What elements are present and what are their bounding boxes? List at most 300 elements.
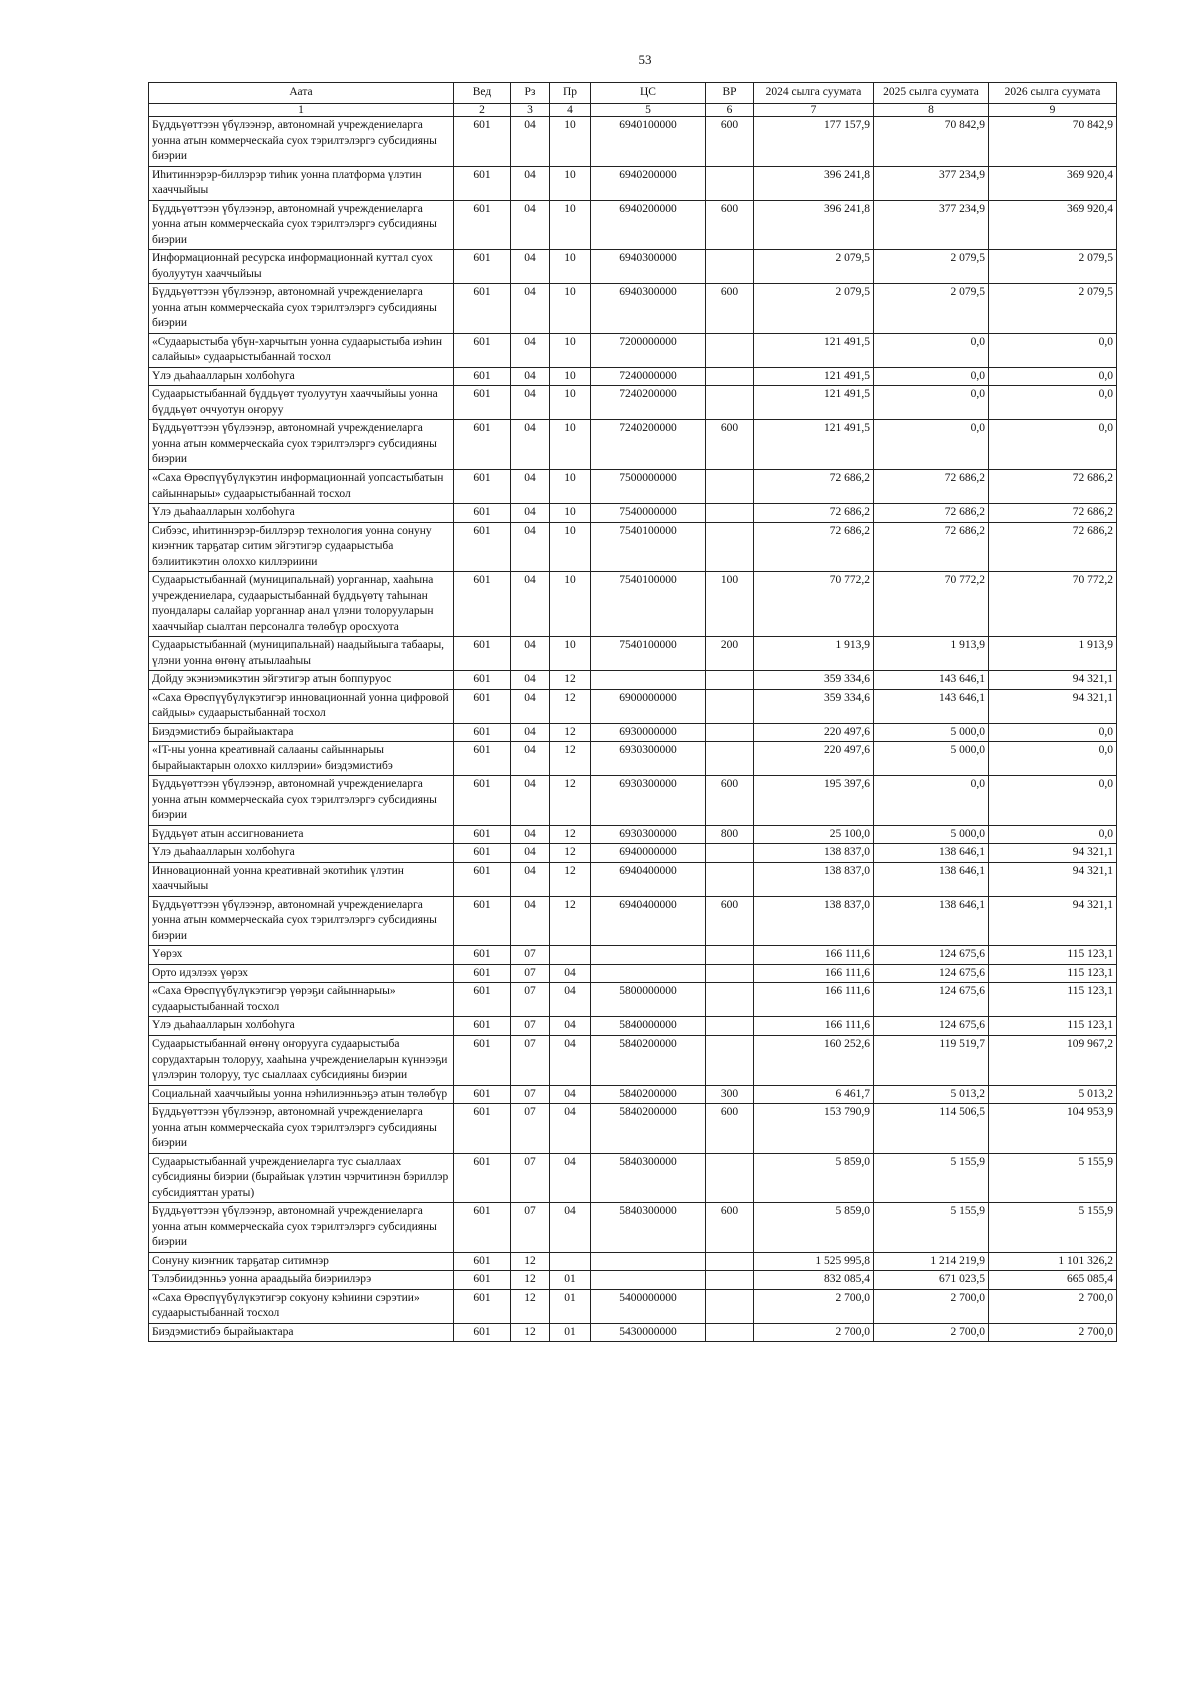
header-cell: Пр xyxy=(550,83,591,104)
row-name: Судаарыстыбаннай учреждениеларга тус сыаллаах субсидияны биэрии (бырайыак үлэтин чэрчитинэн бэриллэр субсидияттан ураты) xyxy=(149,1153,454,1203)
header-cell: Аата xyxy=(149,83,454,104)
vr-code: 100 xyxy=(706,572,754,637)
header-cell: 2025 сылга суумата xyxy=(874,83,989,104)
vr-code xyxy=(706,469,754,503)
cs-code: 6940400000 xyxy=(591,896,706,946)
rz-code: 07 xyxy=(511,983,550,1017)
row-name: Судаарыстыбаннай (муниципальнай) наадыйыыга табаары, үлэни уонна өҥөнү атыылааһыы xyxy=(149,637,454,671)
vr-code xyxy=(706,333,754,367)
table-row xyxy=(149,200,1117,250)
table-row xyxy=(149,844,1117,863)
rz-code: 04 xyxy=(511,284,550,334)
vr-code xyxy=(706,742,754,776)
rz-code: 04 xyxy=(511,637,550,671)
amount-2026: 0,0 xyxy=(989,723,1117,742)
pr-code: 10 xyxy=(550,572,591,637)
vr-code xyxy=(706,522,754,572)
pr-code: 10 xyxy=(550,284,591,334)
row-name: Бүддьүөттээн үбүлээнэр, автономнай учреждениеларга уонна атын коммерческайа суох тэрилтэлэргэ субсидияны биэрии xyxy=(149,1203,454,1253)
header-cell: Рз xyxy=(511,83,550,104)
vr-code xyxy=(706,367,754,386)
amount-2026: 115 123,1 xyxy=(989,946,1117,965)
row-name: Судаарыстыбаннай (муниципальнай) уорганнар, хааһына учреждениелара, судаарыстыбаннай бүддьүөтү таһынан пуондалары салайар уорганнар анал үлэни толорууларын хааччыйар сыалтан персоналга төлөбүр оросхуота xyxy=(149,572,454,637)
table-row xyxy=(149,504,1117,523)
table-row xyxy=(149,117,1117,167)
row-name: Бүддьүөттээн үбүлээнэр, автономнай учреждениеларга уонна атын коммерческайа суох тэрилтэлэргэ субсидияны биэрии xyxy=(149,896,454,946)
column-number: 8 xyxy=(874,103,989,117)
amount-2024: 160 252,6 xyxy=(754,1036,874,1086)
ved-code: 601 xyxy=(454,671,511,690)
rz-code: 04 xyxy=(511,776,550,826)
amount-2026: 369 920,4 xyxy=(989,200,1117,250)
amount-2026: 72 686,2 xyxy=(989,522,1117,572)
pr-code: 10 xyxy=(550,367,591,386)
row-name: Бүддьүөт атын ассигнованиета xyxy=(149,825,454,844)
vr-code xyxy=(706,844,754,863)
ved-code: 601 xyxy=(454,964,511,983)
cs-code xyxy=(591,1271,706,1290)
amount-2024: 1 913,9 xyxy=(754,637,874,671)
pr-code: 01 xyxy=(550,1323,591,1342)
rz-code: 04 xyxy=(511,333,550,367)
amount-2026: 115 123,1 xyxy=(989,1017,1117,1036)
amount-2026: 0,0 xyxy=(989,825,1117,844)
rz-code: 04 xyxy=(511,723,550,742)
vr-code: 300 xyxy=(706,1085,754,1104)
cs-code: 5840000000 xyxy=(591,1017,706,1036)
vr-code xyxy=(706,1289,754,1323)
rz-code: 07 xyxy=(511,1036,550,1086)
column-number: 7 xyxy=(754,103,874,117)
table-row xyxy=(149,862,1117,896)
ved-code: 601 xyxy=(454,983,511,1017)
amount-2025: 0,0 xyxy=(874,333,989,367)
amount-2025: 377 234,9 xyxy=(874,200,989,250)
rz-code: 04 xyxy=(511,572,550,637)
header-cell: Вед xyxy=(454,83,511,104)
cs-code: 6940200000 xyxy=(591,200,706,250)
header-row xyxy=(149,83,1117,104)
ved-code: 601 xyxy=(454,200,511,250)
pr-code: 10 xyxy=(550,117,591,167)
rz-code: 07 xyxy=(511,964,550,983)
cs-code: 6930300000 xyxy=(591,825,706,844)
rz-code: 04 xyxy=(511,200,550,250)
amount-2024: 195 397,6 xyxy=(754,776,874,826)
amount-2025: 1 913,9 xyxy=(874,637,989,671)
amount-2026: 70 772,2 xyxy=(989,572,1117,637)
amount-2026: 70 842,9 xyxy=(989,117,1117,167)
amount-2025: 5 000,0 xyxy=(874,742,989,776)
ved-code: 601 xyxy=(454,1017,511,1036)
amount-2025: 2 079,5 xyxy=(874,250,989,284)
pr-code: 12 xyxy=(550,844,591,863)
ved-code: 601 xyxy=(454,844,511,863)
cs-code: 6930300000 xyxy=(591,742,706,776)
rz-code: 07 xyxy=(511,1085,550,1104)
column-number: 3 xyxy=(511,103,550,117)
amount-2025: 114 506,5 xyxy=(874,1104,989,1154)
vr-code: 600 xyxy=(706,284,754,334)
cs-code xyxy=(591,946,706,965)
cs-code: 7240200000 xyxy=(591,386,706,420)
table-row xyxy=(149,469,1117,503)
row-name: «Саха Өрөспүүбүлүкэтигэр инновационнай уонна цифровой сайдыы» судаарыстыбаннай тосхол xyxy=(149,689,454,723)
pr-code: 10 xyxy=(550,504,591,523)
row-name: Бүддьүөттээн үбүлээнэр, автономнай учреждениеларга уонна атын коммерческайа суох тэрилтэлэргэ субсидияны биэрии xyxy=(149,776,454,826)
amount-2026: 0,0 xyxy=(989,776,1117,826)
column-number-row xyxy=(149,103,1117,117)
amount-2024: 121 491,5 xyxy=(754,333,874,367)
vr-code xyxy=(706,689,754,723)
table-row xyxy=(149,983,1117,1017)
amount-2024: 138 837,0 xyxy=(754,896,874,946)
amount-2026: 0,0 xyxy=(989,333,1117,367)
pr-code: 10 xyxy=(550,420,591,470)
amount-2026: 2 700,0 xyxy=(989,1289,1117,1323)
cs-code: 5430000000 xyxy=(591,1323,706,1342)
header-cell: ЦС xyxy=(591,83,706,104)
ved-code: 601 xyxy=(454,572,511,637)
table-row xyxy=(149,825,1117,844)
column-number: 2 xyxy=(454,103,511,117)
pr-code: 12 xyxy=(550,689,591,723)
rz-code: 04 xyxy=(511,689,550,723)
row-name: Бүддьүөттээн үбүлээнэр, автономнай учреждениеларга уонна атын коммерческайа суох тэрилтэлэргэ субсидияны биэрии xyxy=(149,1104,454,1154)
row-name: «Саха Өрөспүүбүлүкэтин информационнай уопсастыбатын сайыннарыы» судаарыстыбаннай тосхол xyxy=(149,469,454,503)
rz-code: 04 xyxy=(511,896,550,946)
amount-2025: 70 772,2 xyxy=(874,572,989,637)
column-number: 6 xyxy=(706,103,754,117)
table-row xyxy=(149,1252,1117,1271)
amount-2024: 166 111,6 xyxy=(754,1017,874,1036)
ved-code: 601 xyxy=(454,862,511,896)
cs-code: 6940300000 xyxy=(591,250,706,284)
amount-2024: 72 686,2 xyxy=(754,504,874,523)
pr-code: 04 xyxy=(550,983,591,1017)
row-name: Судаарыстыбаннай өҥөнү оҥорууга судаарыстыба сорудахтарын толоруу, хааһына учреждениеларын күннээҕи үлэлэрин толоруу, тус сыаллаах субсидияны биэрии xyxy=(149,1036,454,1086)
cs-code xyxy=(591,671,706,690)
vr-code: 200 xyxy=(706,637,754,671)
amount-2026: 94 321,1 xyxy=(989,896,1117,946)
amount-2025: 5 000,0 xyxy=(874,723,989,742)
cs-code: 7540100000 xyxy=(591,572,706,637)
amount-2026: 115 123,1 xyxy=(989,964,1117,983)
ved-code: 601 xyxy=(454,522,511,572)
table-row xyxy=(149,333,1117,367)
row-name: Информационнай ресурска информационнай куттал суох буолуутун хааччыйыы xyxy=(149,250,454,284)
table-row xyxy=(149,572,1117,637)
amount-2025: 138 646,1 xyxy=(874,896,989,946)
amount-2026: 0,0 xyxy=(989,367,1117,386)
row-name: Үлэ дьаһаалларын холбоһуга xyxy=(149,1017,454,1036)
pr-code: 04 xyxy=(550,1017,591,1036)
ved-code: 601 xyxy=(454,1153,511,1203)
column-number: 9 xyxy=(989,103,1117,117)
cs-code: 6930300000 xyxy=(591,776,706,826)
ved-code: 601 xyxy=(454,1289,511,1323)
amount-2025: 124 675,6 xyxy=(874,964,989,983)
rz-code: 04 xyxy=(511,250,550,284)
amount-2025: 2 079,5 xyxy=(874,284,989,334)
row-name: «IT-ны уонна креативнай салааны сайыннарыы бырайыактарын олоххо киллэрии» биэдэмистибэ xyxy=(149,742,454,776)
rz-code: 04 xyxy=(511,117,550,167)
ved-code: 601 xyxy=(454,946,511,965)
amount-2025: 72 686,2 xyxy=(874,469,989,503)
pr-code: 10 xyxy=(550,200,591,250)
amount-2024: 5 859,0 xyxy=(754,1153,874,1203)
table-row xyxy=(149,166,1117,200)
header-cell: 2026 сылга суумата xyxy=(989,83,1117,104)
pr-code: 10 xyxy=(550,637,591,671)
ved-code: 601 xyxy=(454,776,511,826)
cs-code: 6900000000 xyxy=(591,689,706,723)
rz-code: 04 xyxy=(511,825,550,844)
vr-code xyxy=(706,386,754,420)
ved-code: 601 xyxy=(454,689,511,723)
amount-2024: 359 334,6 xyxy=(754,689,874,723)
cs-code: 5840200000 xyxy=(591,1036,706,1086)
amount-2026: 94 321,1 xyxy=(989,671,1117,690)
amount-2026: 2 079,5 xyxy=(989,250,1117,284)
rz-code: 04 xyxy=(511,671,550,690)
cs-code: 6930000000 xyxy=(591,723,706,742)
rz-code: 07 xyxy=(511,1153,550,1203)
row-name: «Саха Өрөспүүбүлүкэтигэр үөрэҕи сайыннарыы» судаарыстыбаннай тосхол xyxy=(149,983,454,1017)
amount-2025: 0,0 xyxy=(874,367,989,386)
amount-2025: 671 023,5 xyxy=(874,1271,989,1290)
pr-code xyxy=(550,946,591,965)
rz-code: 07 xyxy=(511,946,550,965)
table-row xyxy=(149,420,1117,470)
amount-2024: 220 497,6 xyxy=(754,742,874,776)
table-row xyxy=(149,671,1117,690)
row-name: Дойду экэниэмикэтин эйгэтигэр атын боппуруос xyxy=(149,671,454,690)
amount-2024: 177 157,9 xyxy=(754,117,874,167)
pr-code: 10 xyxy=(550,522,591,572)
pr-code: 12 xyxy=(550,776,591,826)
vr-code: 600 xyxy=(706,200,754,250)
amount-2025: 0,0 xyxy=(874,386,989,420)
ved-code: 601 xyxy=(454,637,511,671)
pr-code: 10 xyxy=(550,469,591,503)
pr-code: 12 xyxy=(550,862,591,896)
rz-code: 04 xyxy=(511,522,550,572)
row-name: Биэдэмистибэ бырайыактара xyxy=(149,1323,454,1342)
vr-code xyxy=(706,946,754,965)
row-name: Судаарыстыбаннай бүддьүөт туолуутун хааччыйыы уонна бүддьүөт оччуотун оҥоруу xyxy=(149,386,454,420)
cs-code: 7240000000 xyxy=(591,367,706,386)
ved-code: 601 xyxy=(454,896,511,946)
table-row xyxy=(149,367,1117,386)
ved-code: 601 xyxy=(454,723,511,742)
vr-code: 800 xyxy=(706,825,754,844)
amount-2024: 166 111,6 xyxy=(754,964,874,983)
amount-2025: 0,0 xyxy=(874,776,989,826)
amount-2026: 109 967,2 xyxy=(989,1036,1117,1086)
rz-code: 04 xyxy=(511,166,550,200)
rz-code: 04 xyxy=(511,742,550,776)
amount-2024: 832 085,4 xyxy=(754,1271,874,1290)
cs-code: 6940100000 xyxy=(591,117,706,167)
row-name: «Судаарыстыба үбүн-харчытын уонна судаарыстыба иэһин салайыы» судаарыстыбаннай тосхол xyxy=(149,333,454,367)
ved-code: 601 xyxy=(454,250,511,284)
cs-code: 6940200000 xyxy=(591,166,706,200)
vr-code xyxy=(706,862,754,896)
row-name: Үлэ дьаһаалларын холбоһуга xyxy=(149,367,454,386)
amount-2025: 143 646,1 xyxy=(874,689,989,723)
vr-code: 600 xyxy=(706,1203,754,1253)
ved-code: 601 xyxy=(454,469,511,503)
amount-2026: 1 101 326,2 xyxy=(989,1252,1117,1271)
table-row xyxy=(149,1203,1117,1253)
amount-2025: 2 700,0 xyxy=(874,1323,989,1342)
amount-2024: 1 525 995,8 xyxy=(754,1252,874,1271)
pr-code: 10 xyxy=(550,386,591,420)
amount-2025: 2 700,0 xyxy=(874,1289,989,1323)
ved-code: 601 xyxy=(454,504,511,523)
amount-2026: 115 123,1 xyxy=(989,983,1117,1017)
cs-code: 6940300000 xyxy=(591,284,706,334)
amount-2024: 396 241,8 xyxy=(754,166,874,200)
amount-2025: 72 686,2 xyxy=(874,504,989,523)
rz-code: 07 xyxy=(511,1017,550,1036)
column-number: 5 xyxy=(591,103,706,117)
vr-code xyxy=(706,166,754,200)
header-cell: ВР xyxy=(706,83,754,104)
amount-2025: 138 646,1 xyxy=(874,862,989,896)
amount-2024: 6 461,7 xyxy=(754,1085,874,1104)
row-name: Үлэ дьаһаалларын холбоһуга xyxy=(149,844,454,863)
rz-code: 04 xyxy=(511,386,550,420)
table-row xyxy=(149,1271,1117,1290)
column-number: 4 xyxy=(550,103,591,117)
budget-table xyxy=(148,82,1117,1342)
table-row xyxy=(149,1323,1117,1342)
amount-2024: 138 837,0 xyxy=(754,844,874,863)
ved-code: 601 xyxy=(454,1323,511,1342)
table-row xyxy=(149,723,1117,742)
table-row xyxy=(149,946,1117,965)
rz-code: 07 xyxy=(511,1104,550,1154)
pr-code: 12 xyxy=(550,723,591,742)
amount-2024: 70 772,2 xyxy=(754,572,874,637)
amount-2026: 1 913,9 xyxy=(989,637,1117,671)
table-row xyxy=(149,1104,1117,1154)
amount-2026: 94 321,1 xyxy=(989,689,1117,723)
table-row xyxy=(149,964,1117,983)
amount-2025: 5 013,2 xyxy=(874,1085,989,1104)
cs-code: 7540000000 xyxy=(591,504,706,523)
cs-code: 7540100000 xyxy=(591,522,706,572)
row-name: Орто идэлээх үөрэх xyxy=(149,964,454,983)
row-name: Бүддьүөттээн үбүлээнэр, автономнай учреждениеларга уонна атын коммерческайа суох тэрилтэлэргэ субсидияны биэрии xyxy=(149,117,454,167)
rz-code: 04 xyxy=(511,469,550,503)
pr-code: 04 xyxy=(550,1036,591,1086)
cs-code: 7540100000 xyxy=(591,637,706,671)
vr-code xyxy=(706,1153,754,1203)
amount-2026: 665 085,4 xyxy=(989,1271,1117,1290)
vr-code xyxy=(706,1036,754,1086)
amount-2024: 2 079,5 xyxy=(754,250,874,284)
ved-code: 601 xyxy=(454,367,511,386)
amount-2025: 143 646,1 xyxy=(874,671,989,690)
vr-code xyxy=(706,1252,754,1271)
amount-2024: 166 111,6 xyxy=(754,983,874,1017)
amount-2024: 121 491,5 xyxy=(754,386,874,420)
vr-code: 600 xyxy=(706,420,754,470)
ved-code: 601 xyxy=(454,386,511,420)
amount-2024: 72 686,2 xyxy=(754,522,874,572)
amount-2024: 5 859,0 xyxy=(754,1203,874,1253)
row-name: Бүддьүөттээн үбүлээнэр, автономнай учреждениеларга уонна атын коммерческайа суох тэрилтэлэргэ субсидияны биэрии xyxy=(149,284,454,334)
row-name: Үөрэх xyxy=(149,946,454,965)
row-name: Үлэ дьаһаалларын холбоһуга xyxy=(149,504,454,523)
row-name: Инновационнай уонна креативнай экотиһик үлэтин хааччыйыы xyxy=(149,862,454,896)
amount-2024: 359 334,6 xyxy=(754,671,874,690)
cs-code: 5800000000 xyxy=(591,983,706,1017)
amount-2026: 94 321,1 xyxy=(989,862,1117,896)
amount-2025: 124 675,6 xyxy=(874,1017,989,1036)
amount-2024: 25 100,0 xyxy=(754,825,874,844)
amount-2025: 70 842,9 xyxy=(874,117,989,167)
rz-code: 12 xyxy=(511,1252,550,1271)
cs-code: 5400000000 xyxy=(591,1289,706,1323)
table-row xyxy=(149,1085,1117,1104)
row-name: Биэдэмистибэ бырайыактара xyxy=(149,723,454,742)
row-name: Сибээс, иһитиннэрэр-биллэрэр технология уонна сонуну киэҥник тарҕатар ситим эйгэтигэр судаарыстыба бэлиитикэтин олоххо киллэриини xyxy=(149,522,454,572)
table-row xyxy=(149,637,1117,671)
ved-code: 601 xyxy=(454,1036,511,1086)
table-row xyxy=(149,776,1117,826)
pr-code: 04 xyxy=(550,964,591,983)
pr-code: 10 xyxy=(550,166,591,200)
cs-code: 5840200000 xyxy=(591,1085,706,1104)
pr-code: 12 xyxy=(550,671,591,690)
rz-code: 12 xyxy=(511,1289,550,1323)
ved-code: 601 xyxy=(454,1252,511,1271)
pr-code: 01 xyxy=(550,1289,591,1323)
amount-2025: 138 646,1 xyxy=(874,844,989,863)
vr-code xyxy=(706,1017,754,1036)
page-number: 53 xyxy=(638,52,652,67)
amount-2026: 0,0 xyxy=(989,386,1117,420)
vr-code xyxy=(706,983,754,1017)
amount-2025: 1 214 219,9 xyxy=(874,1252,989,1271)
amount-2024: 121 491,5 xyxy=(754,367,874,386)
pr-code: 12 xyxy=(550,825,591,844)
column-number: 1 xyxy=(149,103,454,117)
cs-code: 7240200000 xyxy=(591,420,706,470)
table-row xyxy=(149,386,1117,420)
amount-2026: 5 155,9 xyxy=(989,1203,1117,1253)
vr-code xyxy=(706,1323,754,1342)
table-row xyxy=(149,284,1117,334)
ved-code: 601 xyxy=(454,117,511,167)
amount-2024: 138 837,0 xyxy=(754,862,874,896)
amount-2025: 0,0 xyxy=(874,420,989,470)
ved-code: 601 xyxy=(454,420,511,470)
table-row xyxy=(149,1153,1117,1203)
amount-2026: 0,0 xyxy=(989,420,1117,470)
rz-code: 12 xyxy=(511,1323,550,1342)
vr-code xyxy=(706,723,754,742)
pr-code: 10 xyxy=(550,333,591,367)
ved-code: 601 xyxy=(454,166,511,200)
ved-code: 601 xyxy=(454,284,511,334)
pr-code: 04 xyxy=(550,1104,591,1154)
amount-2026: 369 920,4 xyxy=(989,166,1117,200)
